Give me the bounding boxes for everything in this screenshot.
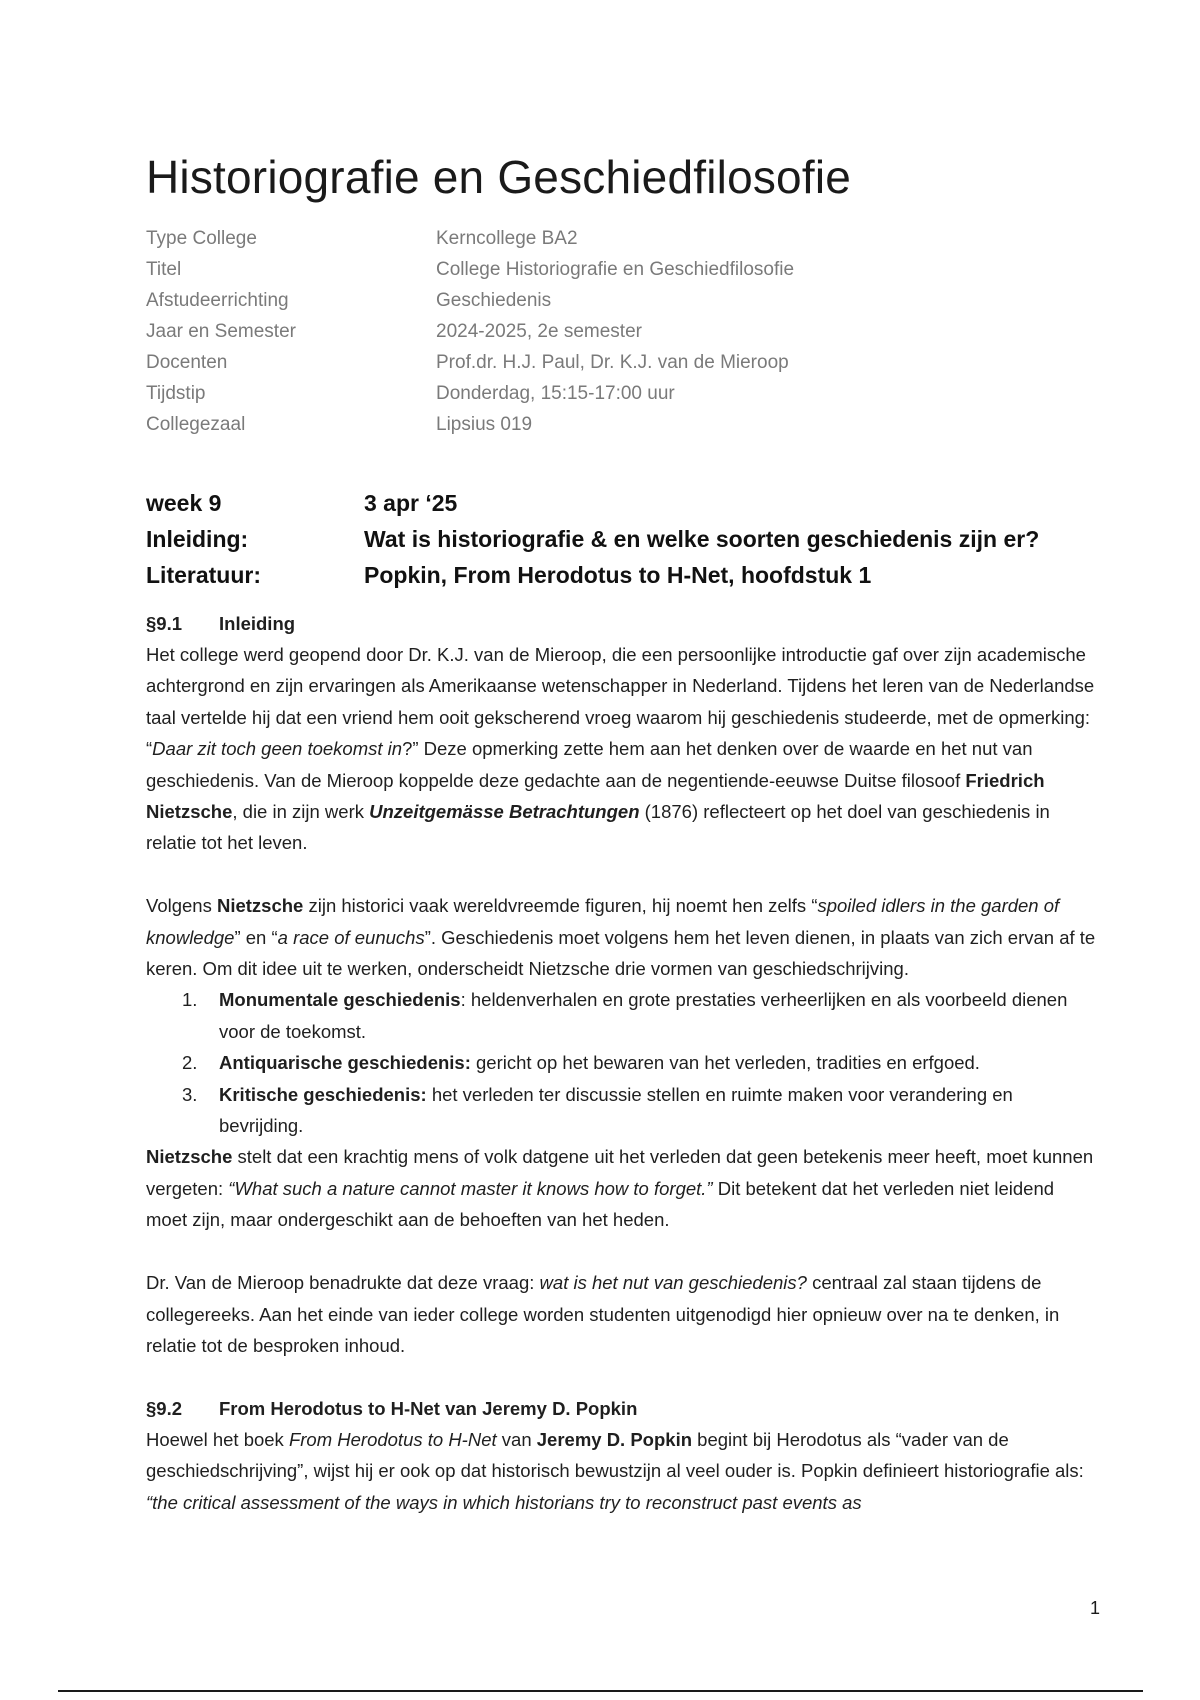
meta-label: Titel	[146, 259, 182, 281]
list-item: 1. Monumentale geschiedenis: heldenverhalen en grote prestaties verheerlijken en als voorbeeld dienen voor de toekomst.	[182, 989, 1068, 1042]
meta-value: Prof.dr. H.J. Paul, Dr. K.J. van de Mieroop	[436, 352, 789, 373]
meta-label: Tijdstip	[146, 382, 206, 404]
week-row-inleiding	[146, 521, 1086, 557]
section-title: From Herodotus to H-Net van Jeremy D. Popkin	[219, 1397, 638, 1419]
week-date: 3 apr ‘25	[364, 489, 458, 516]
meta-row-collegezaal	[146, 409, 1046, 440]
meta-label: Collegezaal	[146, 413, 246, 435]
meta-value: 2024-2025, 2e semester	[436, 321, 642, 343]
meta-value: Donderdag, 15:15-17:00 uur	[436, 382, 675, 404]
page-number: 1	[1090, 1598, 1101, 1618]
meta-label: Docenten	[146, 352, 228, 373]
meta-row-docenten	[146, 348, 1046, 379]
document-title: Historiografie en Geschiedfilosofie	[146, 151, 852, 203]
section-heading-9-1	[146, 608, 1096, 639]
meta-row-titel	[146, 255, 1046, 286]
week-label: Inleiding:	[146, 525, 249, 552]
list-item: 3. Kritische geschiedenis: het verleden ter discussie stellen en ruimte maken voor verandering en bevrijding.	[182, 1083, 1013, 1137]
paragraph: Dr. Van de Mieroop benadrukte dat deze vraag: wat is het nut van geschiedenis? centraal zal staan tijdens de collegereeks. Aan het einde van ieder college worden studenten uitgenodigd hier opnieuw over na te denken, in relatie tot de besproken inhoud.	[146, 1272, 1060, 1356]
document-body	[146, 608, 1096, 1518]
meta-value: Lipsius 019	[436, 413, 533, 435]
meta-row-semester	[146, 317, 1046, 348]
meta-value: College Historiografie en Geschiedfilosofie	[436, 259, 795, 281]
week-topic: Wat is historiografie & en welke soorten geschiedenis zijn er?	[364, 525, 1040, 552]
meta-label: Jaar en Semester	[146, 321, 296, 343]
course-metadata	[146, 224, 1046, 440]
numbered-list	[146, 984, 1096, 1141]
meta-label: Afstudeerrichting	[146, 290, 289, 312]
section-title: Inleiding	[219, 612, 296, 634]
meta-value: Kerncollege BA2	[436, 228, 578, 250]
meta-label: Type College	[146, 228, 257, 250]
list-item: 2. Antiquarische geschiedenis: gericht op het bewaren van het verleden, tradities en erfgoed.	[182, 1052, 980, 1074]
week-literature: Popkin, From Herodotus to H-Net, hoofdstuk 1	[364, 561, 872, 588]
week-label: week 9	[146, 489, 222, 516]
paragraph: Nietzsche stelt dat een krachtig mens of volk datgene uit het verleden dat geen betekenis meer heeft, moet kunnen vergeten: “What such a nature cannot master it knows how to forget.” Dit betekent dat het verleden niet leidend moet zijn, maar ondergeschikt aan de behoeften van het heden.	[146, 1146, 1094, 1231]
week-header	[146, 485, 1086, 593]
week-row-literatuur	[146, 557, 1086, 593]
paragraph: Hoewel het boek From Herodotus to H-Net van Jeremy D. Popkin begint bij Herodotus als “vader van de geschiedschrijving”, wijst hij er ook op dat historisch bewustzijn al veel ouder is. Popkin definieert historiografie als: “the critical assessment of the ways in which historians try to reconstruct past events as	[146, 1428, 1084, 1513]
section-heading-9-2	[146, 1393, 1096, 1424]
meta-value: Geschiedenis	[436, 290, 552, 312]
week-row-date	[146, 485, 1086, 521]
paragraph: Het college werd geopend door Dr. K.J. van de Mieroop, die een persoonlijke introductie gaf over zijn academische achtergrond en zijn ervaringen als Amerikaanse wetenschapper in Nederland. Tijdens het leren van de Nederlandse taal vertelde hij dat een vriend hem ooit gekscherend vroeg waarom hij geschiedenis studeerde, met de opmerking: “Daar zit toch geen toekomst in?” Deze opmerking zette hem aan het denken over de waarde en het nut van geschiedenis. Van de Mieroop koppelde deze gedachte aan de negentiende-eeuwse Duitse filosoof Friedrich Nietzsche, die in zijn werk Unzeitgemässe Betrachtungen (1876) reflecteert op het doel van geschiedenis in relatie tot het leven.	[146, 644, 1095, 854]
meta-row-afstudeerrichting	[146, 286, 1046, 317]
section-number: §9.2	[146, 1397, 183, 1419]
meta-row-type	[146, 224, 1046, 255]
footer-rule	[58, 1690, 1143, 1692]
meta-row-tijdstip	[146, 378, 1046, 409]
section-number: §9.1	[146, 612, 183, 634]
paragraph: Volgens Nietzsche zijn historici vaak wereldvreemde figuren, hij noemt hen zelfs “spoiled idlers in the garden of knowledge” en “a race of eunuchs”. Geschiedenis moet volgens hem het leven dienen, in plaats van zich ervan af te keren. Om dit idee uit te werken, onderscheidt Nietzsche drie vormen van geschiedschrijving.	[146, 895, 1096, 980]
week-label: Literatuur:	[146, 561, 261, 588]
